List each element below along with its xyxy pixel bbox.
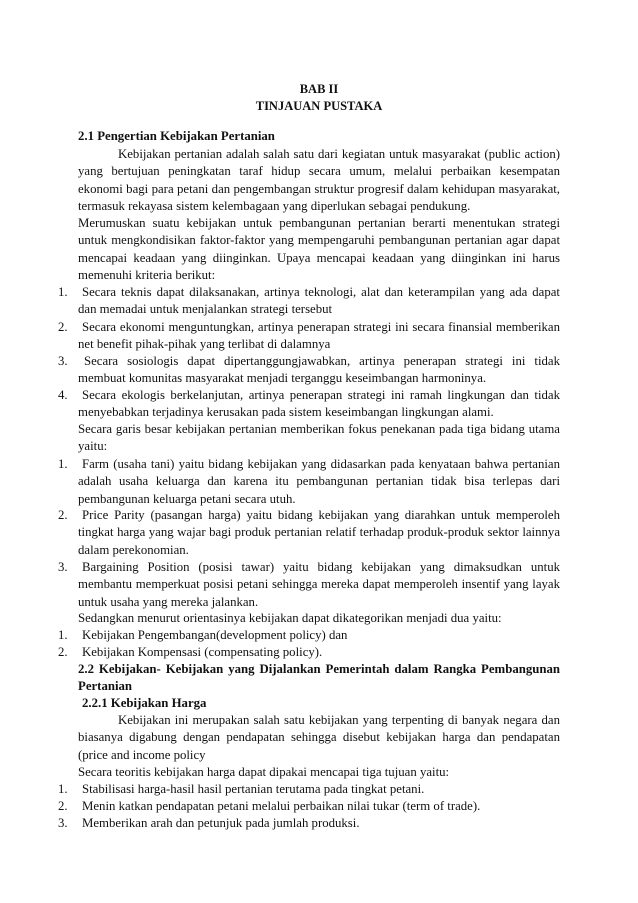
- list-item: Secara sosiologis dapat dipertanggungjawabkan, artinya penerapan strategi ini tidak membuat komunitas masyarakat menjadi terganggu keseimbangan harmoninya.: [78, 354, 560, 386]
- list-number: 2.: [58, 799, 68, 813]
- list-item: Kebijakan Kompensasi (compensating policy).: [82, 645, 323, 659]
- list-item: Farm (usaha tani) yaitu bidang kebijakan yang didasarkan pada kenyataan bahwa pertanian adalah usaha keluarga dan karena itu pembangunan pertanian tidak bisa terlepas dari pembangunan keluarga petani secara utuh.: [78, 457, 560, 506]
- list-number: 1.: [58, 782, 68, 796]
- list-item: Secara ekologis berkelanjutan, artinya penerapan strategi ini ramah lingkungan dan tidak menyebabkan terjadinya kerusakan pada sistem keseimbangan lingkungan alami.: [78, 388, 560, 420]
- paragraph: Secara teoritis kebijakan harga dapat dipakai mencapai tiga tujuan yaitu:: [78, 765, 450, 779]
- paragraph: Sedangkan menurut orientasinya kebijakan dapat dikategorikan menjadi dua yaitu:: [78, 611, 502, 625]
- list-item: Price Parity (pasangan harga) yaitu bidang kebijakan yang diarahkan untuk memperoleh tingkat harga yang wajar bagi produk pertanian relatif terhadap produk-produk sektor lainnya dalam perekonomian.: [78, 508, 560, 557]
- section-heading-2-2: 2.2 Kebijakan- Kebijakan yang Dijalankan Pemerintah dalam Rangka Pembangunan Pertanian: [78, 662, 560, 694]
- list-item: Secara teknis dapat dilaksanakan, artinya teknologi, alat dan keterampilan yang ada dapat dan memadai untuk menjalankan strategi tersebut: [78, 285, 560, 317]
- list-item: Menin katkan pendapatan petani melalui perbaikan nilai tukar (term of trade).: [82, 799, 481, 813]
- list-number: 1.: [58, 285, 68, 299]
- list-number: 1.: [58, 457, 68, 471]
- chapter-title: TINJAUAN PUSTAKA: [255, 99, 383, 113]
- list-number: 3.: [58, 354, 68, 368]
- chapter-label: BAB II: [299, 82, 339, 96]
- subsection-heading-2-2-1: 2.2.1 Kebijakan Harga: [82, 696, 207, 710]
- list-number: 3.: [58, 816, 68, 830]
- list-number: 2.: [58, 508, 68, 522]
- list-item: Kebijakan Pengembangan(development policy) dan: [82, 628, 348, 642]
- paragraph: Kebijakan ini merupakan salah satu kebijakan yang terpenting di banyak negara dan biasanya digabung dengan pendapatan sehingga disebut kebijakan harga dan pendapatan (price and income policy: [78, 713, 560, 762]
- list-item: Bargaining Position (posisi tawar) yaitu bidang kebijakan yang dimaksudkan untuk membantu memperkuat posisi petani sehingga mereka dapat memperoleh insentif yang layak untuk usaha yang mereka jalankan.: [78, 560, 560, 609]
- section-heading-2-1: 2.1 Pengertian Kebijakan Pertanian: [78, 129, 275, 143]
- list-item: Stabilisasi harga-hasil hasil pertanian terutama pada tingkat petani.: [82, 782, 425, 796]
- list-number: 2.: [58, 645, 68, 659]
- paragraph: Secara garis besar kebijakan pertanian memberikan fokus penekanan pada tiga bidang utama yaitu:: [78, 422, 560, 454]
- list-item: Secara ekonomi menguntungkan, artinya penerapan strategi ini secara finansial memberikan net benefit pihak-pihak yang terlibat di dalamnya: [78, 320, 560, 352]
- list-number: 3.: [58, 560, 68, 574]
- paragraph: Merumuskan suatu kebijakan untuk pembangunan pertanian berarti menentukan strategi untuk mengkondisikan faktor-faktor yang mempengaruhi pembangunan pertanian agar dapat mencapai keadaan yang diinginkan. Upaya mencapai keadaan yang diinginkan ini harus memenuhi kriteria berikut:: [78, 216, 560, 282]
- list-item: Memberikan arah dan petunjuk pada jumlah produksi.: [82, 816, 360, 830]
- list-number: 1.: [58, 628, 68, 642]
- list-number: 4.: [58, 388, 68, 402]
- paragraph: Kebijakan pertanian adalah salah satu dari kegiatan untuk masyarakat (public action) yang bertujuan peningkatan taraf hidup secara umum, melalui perbaikan kesempatan ekonomi bagi para petani dan pengembangan struktur progresif dalam kehidupan masyarakat, termasuk rekayasa sistem kelembagaan yang diperlukan sebagai pendukung.: [78, 147, 560, 213]
- list-number: 2.: [58, 320, 68, 334]
